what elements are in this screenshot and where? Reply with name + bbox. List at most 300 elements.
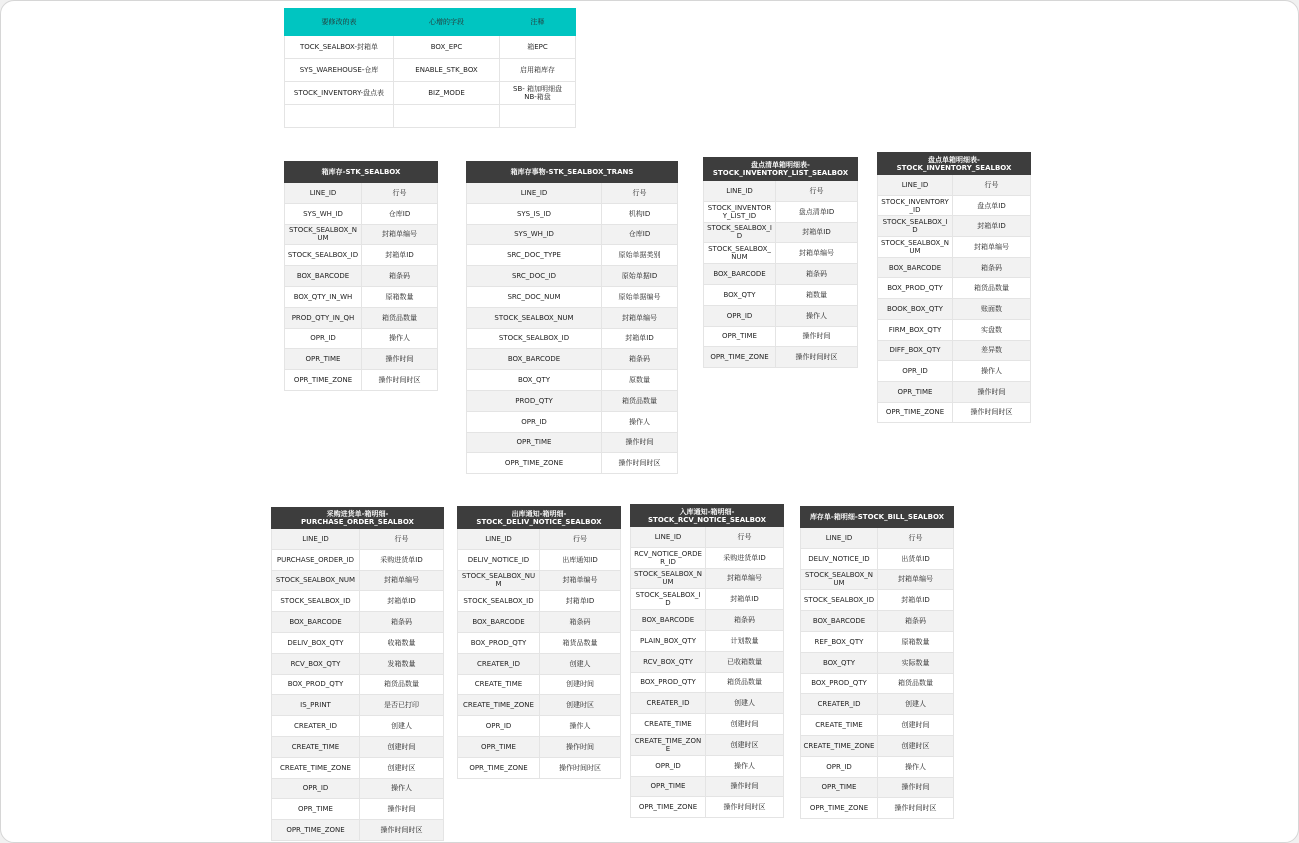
field-name-cell: OPR_TIME_ZONE xyxy=(272,820,360,841)
field-name-cell: CREATE_TIME xyxy=(272,736,360,757)
modify-table-cell xyxy=(285,105,394,128)
table-row xyxy=(704,264,858,285)
modify-table-cell: 启用箱库存 xyxy=(500,59,576,82)
modify-table-cell: 箱EPC xyxy=(500,36,576,59)
entity-table-stk-sealbox-trans xyxy=(466,161,678,474)
table-title-row xyxy=(467,162,678,183)
field-name-cell: BOX_QTY xyxy=(704,284,776,305)
field-comment-cell: 创建人 xyxy=(360,716,444,737)
table-row xyxy=(704,347,858,368)
field-comment-cell: 箱条码 xyxy=(878,611,954,632)
table-row xyxy=(631,527,784,548)
field-comment-cell: 创建时区 xyxy=(540,695,621,716)
field-name-cell: STOCK_SEALBOX_NUM xyxy=(704,243,776,264)
table-row xyxy=(801,528,954,549)
table-row xyxy=(878,257,1031,278)
field-name-cell: STOCK_SEALBOX_NUM xyxy=(272,570,360,591)
field-comment-cell: 箱条码 xyxy=(953,257,1031,278)
table-row xyxy=(878,340,1031,361)
field-name-cell: RCV_NOTICE_ORDER_ID xyxy=(631,547,706,568)
table-title-row xyxy=(285,162,438,183)
field-name-cell: PROD_QTY_IN_QH xyxy=(285,307,362,328)
table-row xyxy=(801,652,954,673)
field-name-cell: SRC_DOC_ID xyxy=(467,266,602,287)
field-comment-cell: 操作时间时区 xyxy=(540,757,621,778)
table-title-row xyxy=(272,508,444,529)
field-comment-cell: 是否已打印 xyxy=(360,695,444,716)
field-comment-cell: 封箱单编号 xyxy=(362,224,438,245)
table-row xyxy=(704,181,858,202)
field-comment-cell: 箱条码 xyxy=(776,264,858,285)
modify-table-header-cell: 心增的字段 xyxy=(394,9,500,36)
field-comment-cell: 创建时间 xyxy=(878,715,954,736)
field-name-cell: STOCK_SEALBOX_NUM xyxy=(285,224,362,245)
field-name-cell: CREATE_TIME_ZONE xyxy=(458,695,540,716)
table-row xyxy=(458,549,621,570)
field-name-cell: CREATE_TIME xyxy=(801,715,878,736)
field-name-cell: PURCHASE_ORDER_ID xyxy=(272,549,360,570)
table-row xyxy=(272,674,444,695)
field-comment-cell: 原始单据类别 xyxy=(602,245,678,266)
table-row xyxy=(272,653,444,674)
table-row xyxy=(458,674,621,695)
field-name-cell: OPR_TIME_ZONE xyxy=(458,757,540,778)
field-comment-cell: 封箱单ID xyxy=(706,589,784,610)
field-name-cell: BOX_BARCODE xyxy=(801,611,878,632)
field-comment-cell: 出库通知ID xyxy=(540,549,621,570)
table-row xyxy=(467,432,678,453)
table-row xyxy=(801,798,954,819)
table-title-row xyxy=(458,507,621,529)
field-name-cell: STOCK_INVENTORY_ID xyxy=(878,195,953,216)
field-comment-cell: 差异数 xyxy=(953,340,1031,361)
field-name-cell: OPR_TIME xyxy=(272,799,360,820)
table-row xyxy=(467,390,678,411)
field-comment-cell: 创建时间 xyxy=(360,736,444,757)
field-comment-cell: 实盘数 xyxy=(953,319,1031,340)
field-name-cell: FIRM_BOX_QTY xyxy=(878,319,953,340)
table-row xyxy=(878,381,1031,402)
table-row xyxy=(458,570,621,591)
field-comment-cell: 操作人 xyxy=(602,411,678,432)
table-row xyxy=(272,736,444,757)
field-name-cell: OPR_TIME xyxy=(285,349,362,370)
field-comment-cell: 计划数量 xyxy=(706,630,784,651)
modify-table-cell: ENABLE_STK_BOX xyxy=(394,59,500,82)
table-row xyxy=(285,266,438,287)
field-name-cell: BOX_QTY_IN_WH xyxy=(285,286,362,307)
field-name-cell: OPR_TIME xyxy=(704,326,776,347)
modify-table xyxy=(284,8,576,128)
field-comment-cell: 操作时间时区 xyxy=(362,370,438,391)
table-row xyxy=(631,610,784,631)
field-comment-cell: 原箱数量 xyxy=(878,631,954,652)
field-name-cell: OPR_ID xyxy=(285,328,362,349)
table-title-row xyxy=(704,158,858,181)
table-row xyxy=(272,716,444,737)
field-comment-cell: 行号 xyxy=(878,528,954,549)
field-comment-cell: 盘点单ID xyxy=(953,195,1031,216)
field-comment-cell: 行号 xyxy=(602,183,678,204)
field-comment-cell: 创建时区 xyxy=(706,734,784,755)
field-comment-cell: 封箱单ID xyxy=(878,590,954,611)
field-name-cell: BOX_PROD_QTY xyxy=(878,278,953,299)
field-comment-cell: 操作时间 xyxy=(706,776,784,797)
field-comment-cell: 发箱数量 xyxy=(360,653,444,674)
field-comment-cell: 封箱单ID xyxy=(602,328,678,349)
field-comment-cell: 封箱单编号 xyxy=(776,243,858,264)
field-comment-cell: 箱条码 xyxy=(540,612,621,633)
field-name-cell: LINE_ID xyxy=(458,529,540,550)
field-name-cell: DELIV_BOX_QTY xyxy=(272,632,360,653)
field-name-cell: PROD_QTY xyxy=(467,390,602,411)
field-name-cell: BOX_BARCODE xyxy=(631,610,706,631)
field-name-cell: BOX_BARCODE xyxy=(467,349,602,370)
table-title: 入库通知-箱明细-STOCK_RCV_NOTICE_SEALBOX xyxy=(631,505,784,527)
field-comment-cell: 箱条码 xyxy=(360,612,444,633)
field-comment-cell: 箱货品数量 xyxy=(706,672,784,693)
field-name-cell: STOCK_SEALBOX_NUM xyxy=(631,568,706,589)
field-name-cell: STOCK_INVENTORY_LIST_ID xyxy=(704,201,776,222)
table-row xyxy=(272,820,444,841)
table-row xyxy=(272,632,444,653)
field-comment-cell: 操作人 xyxy=(776,305,858,326)
field-name-cell: DELIV_NOTICE_ID xyxy=(801,548,878,569)
field-name-cell: OPR_ID xyxy=(458,716,540,737)
field-name-cell: CREATER_ID xyxy=(272,716,360,737)
table-row xyxy=(631,776,784,797)
table-row xyxy=(458,591,621,612)
field-comment-cell: 箱条码 xyxy=(706,610,784,631)
modify-table-header xyxy=(285,9,576,36)
table-row xyxy=(801,631,954,652)
table-row xyxy=(878,319,1031,340)
modify-table-header-cell: 注释 xyxy=(500,9,576,36)
table-row xyxy=(801,569,954,590)
field-comment-cell: 创建时区 xyxy=(878,735,954,756)
field-comment-cell: 操作人 xyxy=(360,778,444,799)
table-row xyxy=(458,612,621,633)
table-row xyxy=(631,651,784,672)
field-comment-cell: 箱货品数量 xyxy=(540,632,621,653)
table-row xyxy=(467,349,678,370)
table-row xyxy=(285,203,438,224)
table-row xyxy=(272,778,444,799)
table-title: 盘点单箱明细表-STOCK_INVENTORY_SEALBOX xyxy=(878,153,1031,175)
field-comment-cell: 创建时区 xyxy=(360,757,444,778)
field-comment-cell: 操作时间时区 xyxy=(706,797,784,818)
field-name-cell: BOX_BARCODE xyxy=(272,612,360,633)
field-name-cell: STOCK_SEALBOX_ID xyxy=(458,591,540,612)
field-name-cell: STOCK_SEALBOX_ID xyxy=(631,589,706,610)
table-row xyxy=(878,237,1031,258)
table-row xyxy=(801,694,954,715)
table-row xyxy=(631,714,784,735)
table-row xyxy=(458,716,621,737)
table-row xyxy=(272,570,444,591)
field-comment-cell: 收箱数量 xyxy=(360,632,444,653)
field-comment-cell: 操作时间 xyxy=(878,777,954,798)
entity-table-stock-bill-sealbox xyxy=(800,506,954,819)
field-name-cell: LINE_ID xyxy=(631,527,706,548)
field-name-cell: CREATE_TIME_ZONE xyxy=(801,735,878,756)
field-name-cell: CREATE_TIME xyxy=(631,714,706,735)
table-row xyxy=(801,735,954,756)
field-name-cell: STOCK_SEALBOX_NUM xyxy=(878,237,953,258)
field-comment-cell: 操作时间 xyxy=(953,381,1031,402)
field-name-cell: STOCK_SEALBOX_NUM xyxy=(801,569,878,590)
modify-table-cell: BIZ_MODE xyxy=(394,82,500,105)
field-name-cell: DIFF_BOX_QTY xyxy=(878,340,953,361)
field-comment-cell: 箱货品数量 xyxy=(602,390,678,411)
table-row xyxy=(272,695,444,716)
table-row xyxy=(467,224,678,245)
table-row xyxy=(801,756,954,777)
field-name-cell: OPR_TIME_ZONE xyxy=(801,798,878,819)
field-comment-cell: 封箱单编号 xyxy=(953,237,1031,258)
modify-table-cell: SB- 箱加明细盘 NB-箱盘 xyxy=(500,82,576,105)
field-comment-cell: 封箱单编号 xyxy=(360,570,444,591)
table-row xyxy=(801,673,954,694)
table-row xyxy=(272,757,444,778)
modify-table-cell: STOCK_INVENTORY-盘点表 xyxy=(285,82,394,105)
table-row xyxy=(272,591,444,612)
table-row xyxy=(285,349,438,370)
entity-table-stk-sealbox xyxy=(284,161,438,391)
field-comment-cell: 封箱单编号 xyxy=(540,570,621,591)
table-row xyxy=(458,632,621,653)
field-name-cell: OPR_ID xyxy=(272,778,360,799)
table-row xyxy=(631,693,784,714)
field-name-cell: STOCK_SEALBOX_ID xyxy=(878,216,953,237)
field-name-cell: OPR_TIME xyxy=(467,432,602,453)
field-comment-cell: 行号 xyxy=(953,175,1031,196)
table-row xyxy=(631,797,784,818)
field-name-cell: OPR_TIME_ZONE xyxy=(467,453,602,474)
field-name-cell: STOCK_SEALBOX_ID xyxy=(467,328,602,349)
field-name-cell: OPR_ID xyxy=(631,755,706,776)
field-comment-cell: 原数量 xyxy=(602,370,678,391)
table-row xyxy=(467,183,678,204)
table-row xyxy=(878,361,1031,382)
modify-table-cell xyxy=(394,105,500,128)
field-name-cell: BOX_QTY xyxy=(801,652,878,673)
field-comment-cell: 封箱单编号 xyxy=(602,307,678,328)
field-name-cell: BOX_PROD_QTY xyxy=(272,674,360,695)
field-comment-cell: 封箱单ID xyxy=(360,591,444,612)
table-row xyxy=(467,245,678,266)
table-row xyxy=(878,195,1031,216)
table-row xyxy=(458,757,621,778)
modify-table-row xyxy=(285,105,576,128)
field-name-cell: OPR_TIME_ZONE xyxy=(878,402,953,423)
field-comment-cell: 盘点清单ID xyxy=(776,201,858,222)
field-comment-cell: 操作人 xyxy=(362,328,438,349)
field-comment-cell: 行号 xyxy=(540,529,621,550)
field-comment-cell: 操作人 xyxy=(878,756,954,777)
table-row xyxy=(704,305,858,326)
table-row xyxy=(467,453,678,474)
field-comment-cell: 箱货品数量 xyxy=(362,307,438,328)
field-comment-cell: 操作时间时区 xyxy=(602,453,678,474)
field-comment-cell: 封箱单编号 xyxy=(878,569,954,590)
field-comment-cell: 采购进货单ID xyxy=(360,549,444,570)
field-name-cell: BOX_BARCODE xyxy=(704,264,776,285)
field-comment-cell: 箱货品数量 xyxy=(878,673,954,694)
field-comment-cell: 操作人 xyxy=(706,755,784,776)
table-title: 库存单-箱明细-STOCK_BILL_SEALBOX xyxy=(801,507,954,528)
field-name-cell: STOCK_SEALBOX_ID xyxy=(285,245,362,266)
table-row xyxy=(801,715,954,736)
table-row xyxy=(631,755,784,776)
field-name-cell: CREATE_TIME_ZONE xyxy=(272,757,360,778)
entity-table-stock-deliv-notice-sealbox xyxy=(457,506,621,779)
table-row xyxy=(272,799,444,820)
table-row xyxy=(704,243,858,264)
table-title: 盘点清单箱明细表-STOCK_INVENTORY_LIST_SEALBOX xyxy=(704,158,858,181)
field-comment-cell: 创建时间 xyxy=(706,714,784,735)
field-comment-cell: 原始单据ID xyxy=(602,266,678,287)
field-comment-cell: 箱货品数量 xyxy=(953,278,1031,299)
field-name-cell: DELIV_NOTICE_ID xyxy=(458,549,540,570)
field-name-cell: RCV_BOX_QTY xyxy=(631,651,706,672)
table-row xyxy=(272,549,444,570)
field-name-cell: OPR_TIME xyxy=(458,736,540,757)
field-comment-cell: 操作时间时区 xyxy=(953,402,1031,423)
field-name-cell: STOCK_SEALBOX_NUM xyxy=(458,570,540,591)
field-comment-cell: 操作时间 xyxy=(540,736,621,757)
entity-table-purchase-order-sealbox xyxy=(271,507,444,841)
field-name-cell: OPR_TIME xyxy=(631,776,706,797)
modify-table-row xyxy=(285,82,576,105)
field-name-cell: SRC_DOC_NUM xyxy=(467,286,602,307)
modify-table-cell: SYS_WAREHOUSE-仓库 xyxy=(285,59,394,82)
field-comment-cell: 操作时间时区 xyxy=(878,798,954,819)
table-title-row xyxy=(878,153,1031,175)
field-name-cell: STOCK_SEALBOX_ID xyxy=(704,222,776,243)
field-name-cell: LINE_ID xyxy=(801,528,878,549)
field-name-cell: CREATE_TIME xyxy=(458,674,540,695)
table-row xyxy=(631,734,784,755)
field-comment-cell: 封箱单ID xyxy=(776,222,858,243)
table-row xyxy=(801,548,954,569)
field-name-cell: CREATER_ID xyxy=(458,653,540,674)
field-comment-cell: 行号 xyxy=(360,529,444,550)
field-name-cell: BOX_BARCODE xyxy=(878,257,953,278)
field-name-cell: SYS_IS_ID xyxy=(467,203,602,224)
modify-table-cell: BOX_EPC xyxy=(394,36,500,59)
table-row xyxy=(631,568,784,589)
field-name-cell: OPR_TIME_ZONE xyxy=(704,347,776,368)
field-comment-cell: 仓库ID xyxy=(362,203,438,224)
field-comment-cell: 仓库ID xyxy=(602,224,678,245)
table-row xyxy=(458,529,621,550)
table-row xyxy=(467,370,678,391)
table-row xyxy=(704,201,858,222)
field-comment-cell: 操作时间 xyxy=(776,326,858,347)
field-comment-cell: 已收箱数量 xyxy=(706,651,784,672)
table-row xyxy=(704,326,858,347)
field-comment-cell: 箱货品数量 xyxy=(360,674,444,695)
table-row xyxy=(272,612,444,633)
field-name-cell: BOX_BARCODE xyxy=(458,612,540,633)
field-name-cell: REF_BOX_QTY xyxy=(801,631,878,652)
table-title: 采购进货单-箱明细-PURCHASE_ORDER_SEALBOX xyxy=(272,508,444,529)
field-name-cell: RCV_BOX_QTY xyxy=(272,653,360,674)
field-comment-cell: 箱数量 xyxy=(776,284,858,305)
table-row xyxy=(285,370,438,391)
table-row xyxy=(704,222,858,243)
table-row xyxy=(467,307,678,328)
field-comment-cell: 封箱单ID xyxy=(953,216,1031,237)
table-row xyxy=(285,245,438,266)
field-name-cell: LINE_ID xyxy=(704,181,776,202)
field-name-cell: LINE_ID xyxy=(285,183,362,204)
table-row xyxy=(631,589,784,610)
table-row xyxy=(801,777,954,798)
field-name-cell: SYS_WH_ID xyxy=(467,224,602,245)
table-title-row xyxy=(631,505,784,527)
field-comment-cell: 封箱单ID xyxy=(362,245,438,266)
table-row xyxy=(285,328,438,349)
field-name-cell: OPR_TIME_ZONE xyxy=(285,370,362,391)
table-row xyxy=(467,411,678,432)
field-name-cell: OPR_ID xyxy=(467,411,602,432)
field-comment-cell: 创建人 xyxy=(706,693,784,714)
modify-table-cell: TOCK_SEALBOX-封箱单 xyxy=(285,36,394,59)
field-comment-cell: 封箱单编号 xyxy=(706,568,784,589)
field-name-cell: BOX_QTY xyxy=(467,370,602,391)
field-name-cell: BOOK_BOX_QTY xyxy=(878,299,953,320)
table-row xyxy=(467,286,678,307)
table-title-row xyxy=(801,507,954,528)
modify-table-row xyxy=(285,36,576,59)
field-name-cell: CREATER_ID xyxy=(631,693,706,714)
field-comment-cell: 账面数 xyxy=(953,299,1031,320)
field-name-cell: SRC_DOC_TYPE xyxy=(467,245,602,266)
field-comment-cell: 实际数量 xyxy=(878,652,954,673)
table-row xyxy=(801,590,954,611)
field-name-cell: BOX_BARCODE xyxy=(285,266,362,287)
table-row xyxy=(467,203,678,224)
field-name-cell: LINE_ID xyxy=(467,183,602,204)
field-comment-cell: 原箱数量 xyxy=(362,286,438,307)
table-row xyxy=(704,284,858,305)
table-row xyxy=(458,653,621,674)
field-comment-cell: 操作人 xyxy=(540,716,621,737)
table-row xyxy=(631,672,784,693)
field-name-cell: OPR_TIME_ZONE xyxy=(631,797,706,818)
field-comment-cell: 创建时间 xyxy=(540,674,621,695)
field-comment-cell: 创建人 xyxy=(878,694,954,715)
field-comment-cell: 机构ID xyxy=(602,203,678,224)
table-row xyxy=(467,328,678,349)
entity-table-stock-inventory-list-sealbox xyxy=(703,157,858,368)
field-comment-cell: 行号 xyxy=(776,181,858,202)
field-name-cell: BOX_PROD_QTY xyxy=(458,632,540,653)
table-title: 箱库存-STK_SEALBOX xyxy=(285,162,438,183)
field-name-cell: OPR_ID xyxy=(704,305,776,326)
field-comment-cell: 操作人 xyxy=(953,361,1031,382)
table-row xyxy=(801,611,954,632)
field-comment-cell: 创建人 xyxy=(540,653,621,674)
table-row xyxy=(878,278,1031,299)
field-comment-cell: 箱条码 xyxy=(362,266,438,287)
table-row xyxy=(458,695,621,716)
table-row xyxy=(285,307,438,328)
field-comment-cell: 操作时间 xyxy=(362,349,438,370)
field-name-cell: LINE_ID xyxy=(878,175,953,196)
